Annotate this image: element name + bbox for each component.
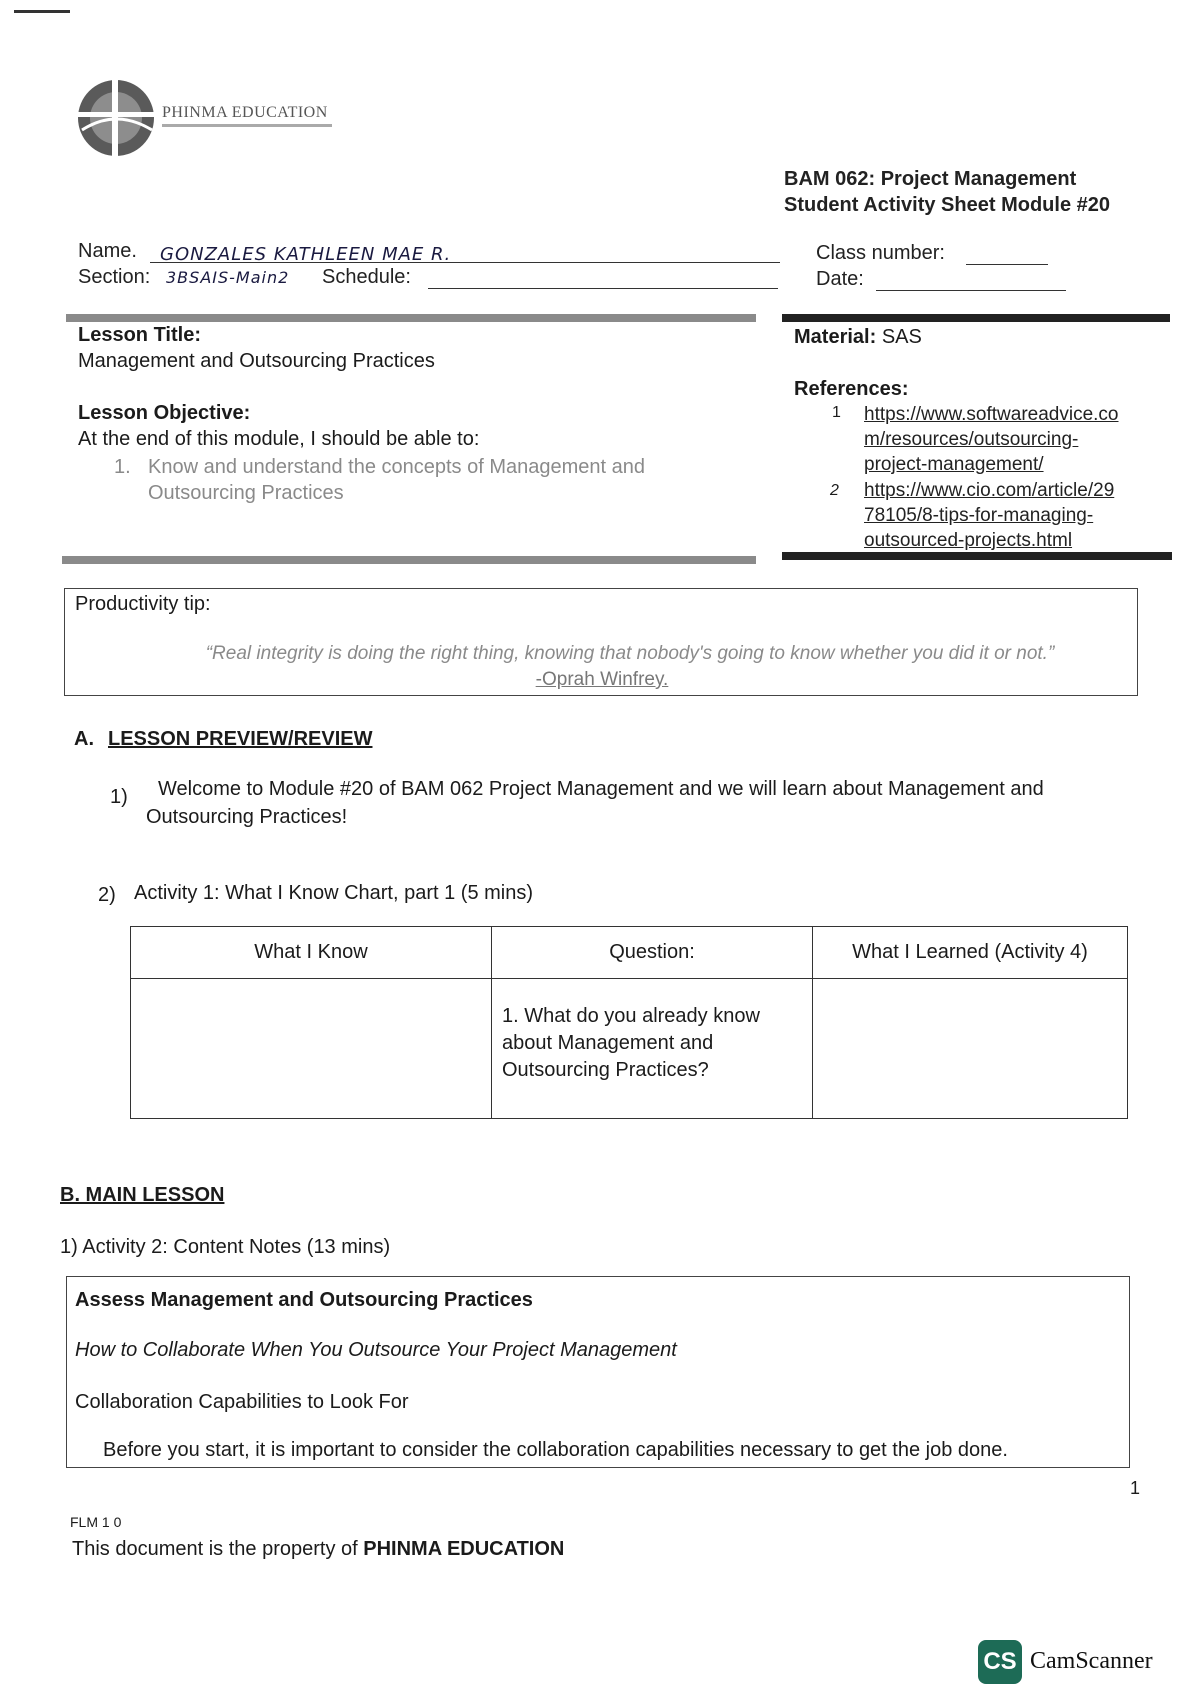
content-box-subtitle: How to Collaborate When You Outsource Your Project Management [75,1339,677,1361]
class-number-label: Class number: [816,242,945,264]
header-what-i-know: What I Know [131,927,492,979]
item-1-text-cont: Outsourcing Practices! [146,806,348,828]
reference-2-line-1: https://www.cio.com/article/29 [864,480,1115,501]
references-label: References: [794,378,909,400]
reference-2-link[interactable] [864,478,1114,553]
lesson-title-label: Lesson Title: [78,324,201,346]
item-1-number: 1) [110,786,128,808]
class-number-field-line[interactable] [966,264,1048,265]
lesson-objective-label: Lesson Objective: [78,402,251,424]
content-box-title: Assess Management and Outsourcing Practices [75,1289,533,1311]
reference-2-line-3: outsourced-projects.html [864,530,1073,551]
name-label: Name. [78,240,137,262]
reference-1-line-2: m/resources/outsourcing- [864,429,1079,450]
objective-item: Know and understand the concepts of Management and [148,456,646,478]
item-2-number: 2) [98,884,116,906]
productivity-tip-box [64,588,1138,696]
question-cell: 1. What do you already know about Management and Outsourcing Practices? [492,979,813,1119]
objective-number: 1. [114,456,131,478]
content-box-text: Before you start, it is important to consider the collaboration capabilities necessary to get the job done. [103,1439,1008,1461]
reference-1-line-1: https://www.softwareadvice.co [864,404,1119,425]
property-notice [72,1538,564,1561]
objective-item-cont: Outsourcing Practices [148,482,344,504]
page-number: 1 [1130,1478,1141,1498]
phinma-logo-icon [76,78,156,158]
reference-1-line-3: project-management/ [864,454,1044,475]
material-value: SAS [881,326,922,348]
lesson-title: Management and Outsourcing Practices [78,350,435,372]
camscanner-logo-icon: CS [978,1640,1022,1684]
what-i-learned-cell[interactable] [813,979,1128,1119]
section-a-letter: A. [74,728,94,750]
section-b-title: B. MAIN LESSON [60,1184,225,1206]
content-box-heading: Collaboration Capabilities to Look For [75,1391,409,1413]
tip-author: -Oprah Winfrey. [535,669,669,690]
header-what-i-learned: What I Learned (Activity 4) [813,927,1128,979]
content-notes-box [66,1276,1130,1468]
item-1-text: Welcome to Module #20 of BAM 062 Project Management and we will learn about Management and [158,778,1044,800]
logo-name: PHINMA EDUCATION [162,104,328,121]
schedule-field-line[interactable] [428,288,778,289]
sheet-title: Student Activity Sheet Module #20 [784,194,1110,216]
tip-label: Productivity tip: [75,593,211,615]
right-divider-bottom [782,552,1172,560]
reference-2-num: 2 [830,482,839,499]
right-divider-top [782,314,1170,322]
header-question: Question: [492,927,813,979]
section-a-title: LESSON PREVIEW/REVIEW [108,728,373,750]
what-i-know-cell[interactable] [131,979,492,1119]
camscanner-watermark: CamScanner [1030,1648,1153,1674]
date-field-line[interactable] [876,290,1066,291]
material [794,326,922,349]
property-prefix: This document is the property of [72,1538,364,1560]
course-title: BAM 062: Project Management [784,168,1077,190]
chart-header-row [131,927,1128,979]
reference-1-link[interactable] [864,402,1119,477]
course-header [784,166,1110,218]
left-divider-bottom [62,556,756,564]
tip-quote: “Real integrity is doing the right thing, knowing that nobody's going to know whether you did it or not.” [205,643,1055,664]
what-i-know-chart [130,926,1128,1119]
property-owner: PHINMA EDUCATION [363,1538,565,1560]
form-code: FLM 1 0 [70,1514,122,1530]
reference-2-line-2: 78105/8-tips-for-managing- [864,505,1094,526]
reference-1-num: 1 [832,404,841,421]
activity-2-label: 1) Activity 2: Content Notes (13 mins) [60,1236,391,1258]
left-divider-top [66,314,756,322]
material-label: Material: [794,326,877,348]
schedule-label: Schedule: [322,266,411,288]
chart-row [131,979,1128,1119]
objective-intro: At the end of this module, I should be able to: [78,428,480,450]
section-label: Section: [78,266,151,288]
section-value: 3BSAIS-Main2 [166,268,290,287]
item-2-text: Activity 1: What I Know Chart, part 1 (5 mins) [134,882,534,904]
name-value: GONZALES KATHLEEN MAE R. [160,244,452,265]
logo-tagline [162,124,332,127]
date-label: Date: [816,268,864,290]
scan-mark [14,10,70,13]
